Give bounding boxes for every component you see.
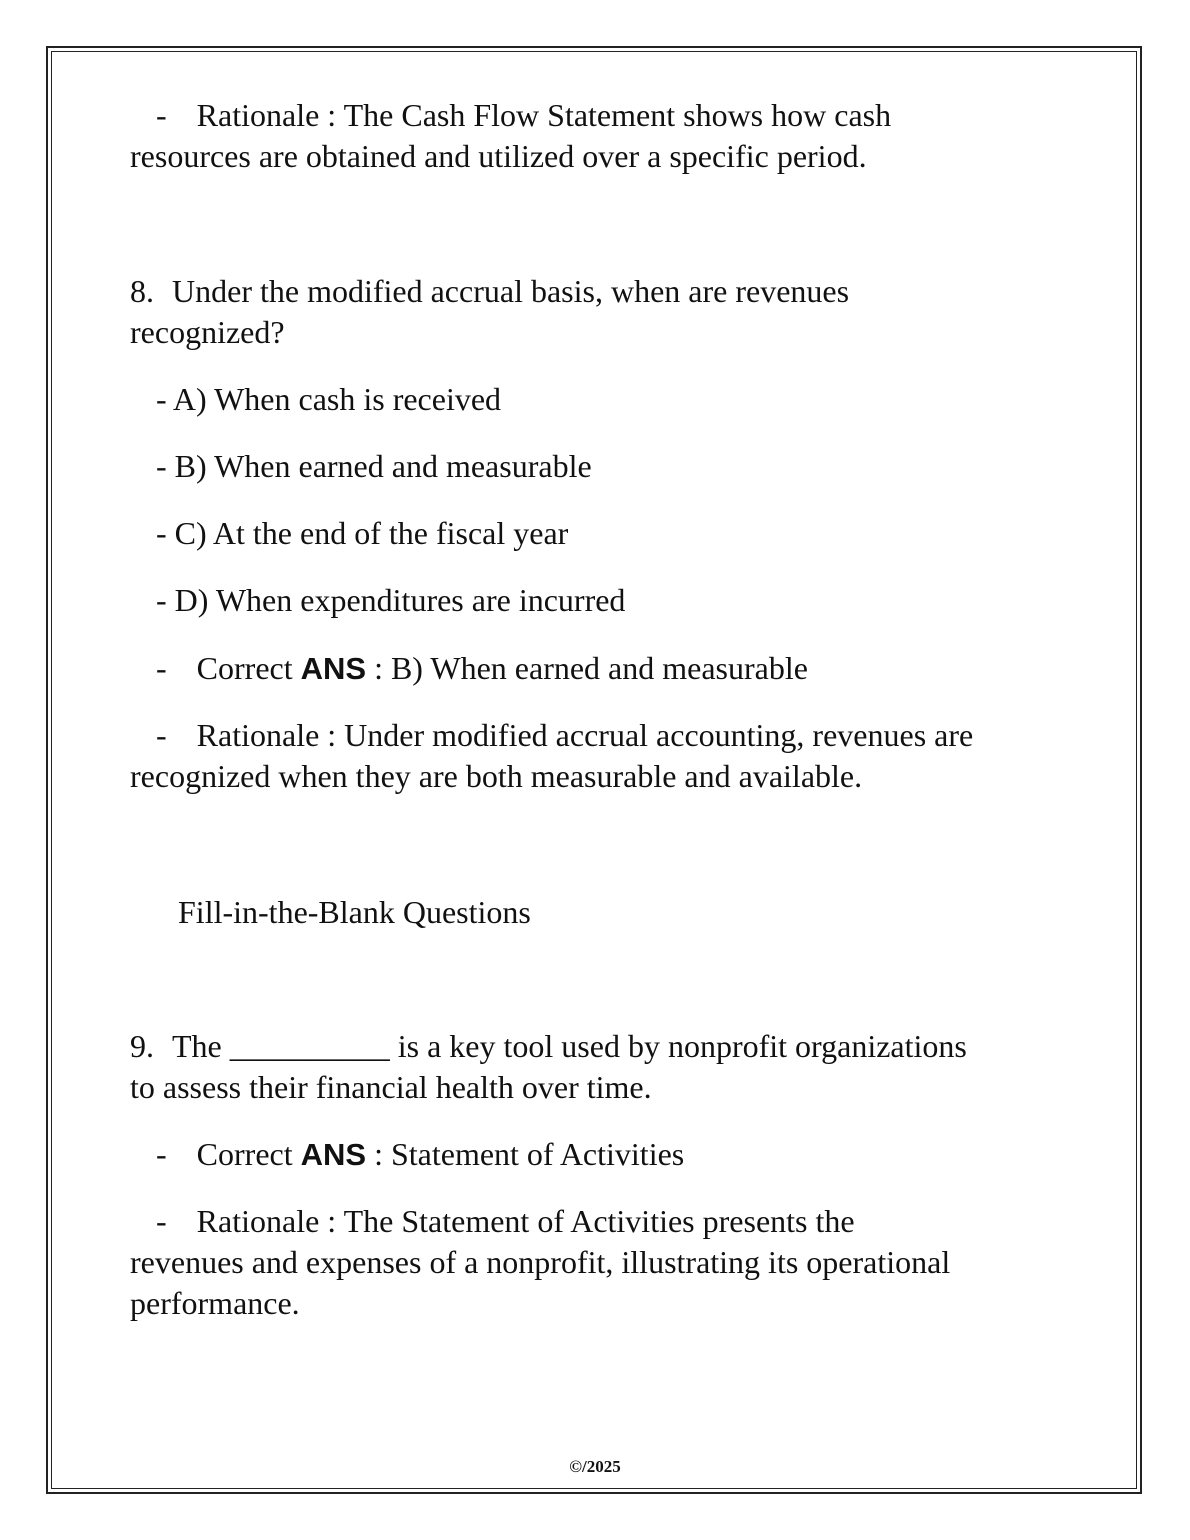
- q9-answer-dash: -: [156, 1136, 167, 1172]
- q7-rationale-line-1: [130, 95, 1106, 136]
- q8-question-text: Under the modified accrual basis, when are revenues: [172, 273, 850, 309]
- q9-rationale-line-1: [130, 1201, 1106, 1242]
- q8-question-line-2: recognized?: [130, 314, 285, 350]
- q8-rationale-line-2: recognized when they are both measurable and available.: [130, 758, 863, 794]
- q9-answer-text: : Statement of Activities: [374, 1136, 685, 1172]
- q9-question-line-1: [130, 1026, 1080, 1067]
- q8-option-c: - C) At the end of the fiscal year: [156, 515, 569, 551]
- q8-option-a: - A) When cash is received: [156, 381, 502, 417]
- q8-answer-keyword: ANS: [300, 651, 367, 686]
- q8-rationale-line-1: [130, 715, 1106, 756]
- page-footer-copyright: ©/2025: [569, 1457, 621, 1476]
- q9-rationale-text: : The Statement of Activities presents the: [327, 1203, 855, 1239]
- q9-rationale-line-2: revenues and expenses of a nonprofit, illustrating its operational: [130, 1244, 951, 1280]
- q8-option-d: - D) When expenditures are incurred: [156, 582, 626, 618]
- q9-rationale-label: Rationale: [196, 1203, 320, 1239]
- q8-number: 8.: [130, 273, 154, 309]
- q7-rationale-dash: -: [156, 97, 167, 133]
- q9-number: 9.: [130, 1028, 154, 1064]
- q8-option-b: - B) When earned and measurable: [156, 448, 592, 484]
- q9-answer-keyword: ANS: [300, 1137, 367, 1172]
- q9-answer-label: Correct: [196, 1136, 293, 1172]
- q9-rationale-dash: -: [156, 1203, 167, 1239]
- q8-rationale-text: : Under modified accrual accounting, revenues are: [327, 717, 974, 753]
- q7-rationale-line-2: resources are obtained and utilized over a specific period.: [130, 138, 867, 174]
- q8-rationale-dash: -: [156, 717, 167, 753]
- q8-question-line-1: [130, 271, 1080, 312]
- q8-answer-line: [130, 648, 1106, 689]
- q9-rationale-line-3: performance.: [130, 1285, 300, 1321]
- q8-answer-dash: -: [156, 650, 167, 686]
- q9-answer-line: [130, 1134, 1106, 1175]
- q7-rationale-label: Rationale: [196, 97, 320, 133]
- q7-rationale-text: : The Cash Flow Statement shows how cash: [327, 97, 892, 133]
- q9-question-text: The __________ is a key tool used by nonprofit organizations: [172, 1028, 967, 1064]
- q8-answer-label: Correct: [196, 650, 293, 686]
- section-heading: Fill-in-the-Blank Questions: [178, 894, 531, 930]
- q9-question-line-2: to assess their financial health over time.: [130, 1069, 652, 1105]
- q8-rationale-label: Rationale: [196, 717, 320, 753]
- q8-answer-text: : B) When earned and measurable: [374, 650, 808, 686]
